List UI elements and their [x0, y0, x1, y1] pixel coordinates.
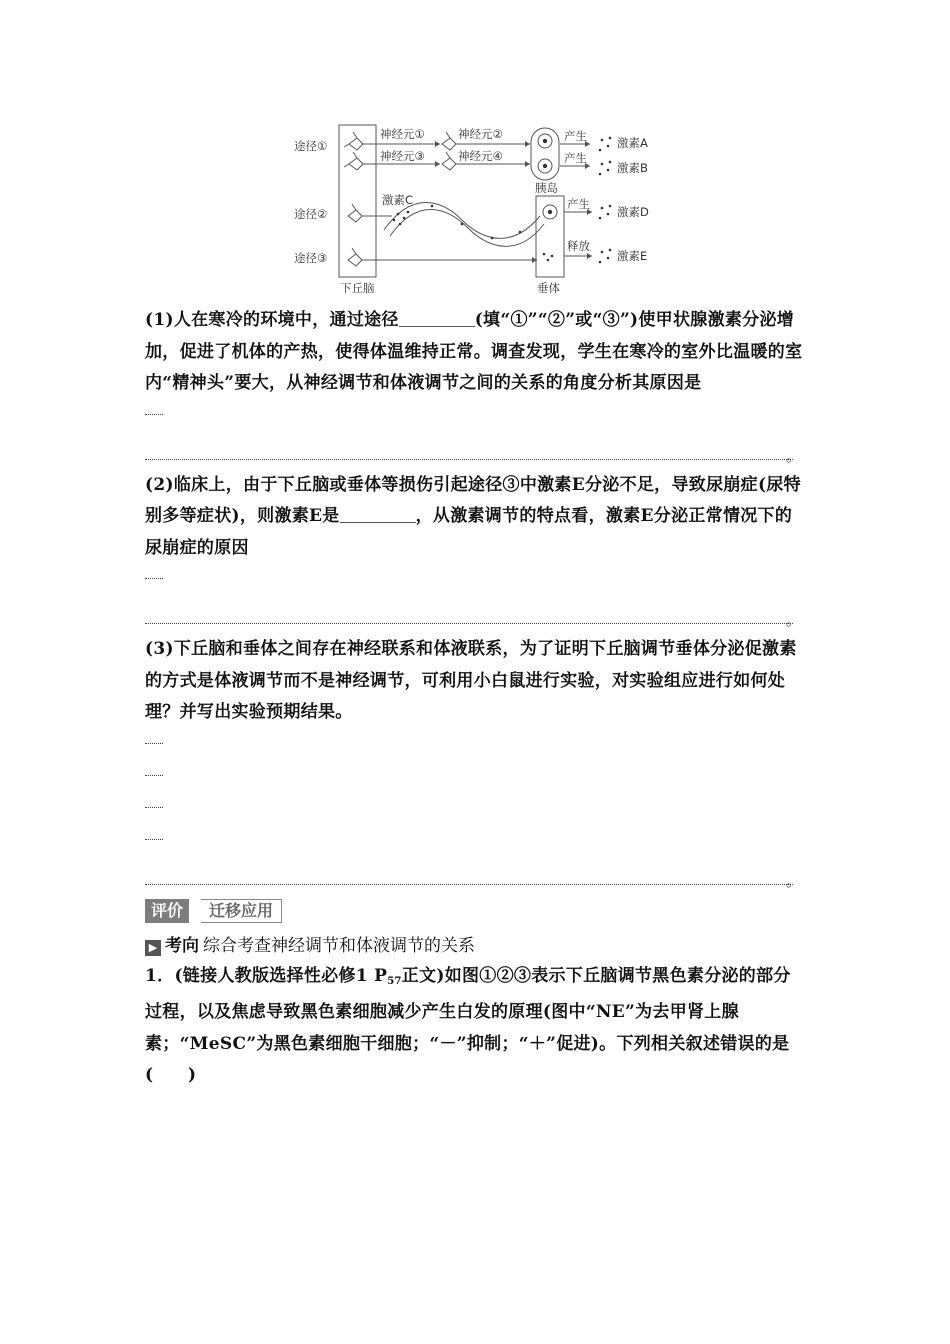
produce-label: 产生	[564, 151, 587, 165]
section-banner	[145, 899, 805, 925]
hypothalamus-box	[339, 125, 376, 277]
answer-blank[interactable]	[340, 505, 416, 523]
kaoxiang-line	[145, 931, 805, 961]
route3-label: 途径③	[294, 251, 328, 265]
answer-line-short[interactable]	[145, 400, 805, 432]
neuron1-label: 神经元①	[380, 127, 425, 141]
produce-label: 产生	[564, 129, 587, 143]
kaoxiang-label: 考向	[165, 935, 199, 956]
route1-label: 途径①	[294, 139, 328, 153]
kaoxiang-text: 综合考查神经调节和体液调节的关系	[203, 935, 475, 956]
answer-line-long[interactable]: 。	[145, 596, 805, 628]
answer-blank[interactable]	[399, 309, 475, 327]
banner-right: 迁移应用	[201, 899, 282, 923]
answer-line-short[interactable]	[145, 729, 805, 761]
produce-label: 产生	[567, 197, 590, 211]
pituitary-box	[536, 196, 564, 277]
answer-line-short[interactable]	[145, 825, 805, 857]
hormone-e-label: 激素E	[617, 249, 648, 263]
gland-oval	[531, 128, 559, 180]
question-2: (2)临床上，由于下丘脑或垂体等损伤引起途径③中激素E分泌不足，导致尿崩症(尿特别多等症状)，则激素E是 ，从激素调节的特点看，激素E分泌正常情况下的尿崩症的原因	[145, 474, 801, 558]
banner-left: 评价	[145, 899, 189, 923]
release-label: 释放	[567, 239, 590, 253]
item-1: 1．(链接人教版选择性必修1 $P_{57}$正文)如图①②③表示下丘脑调节黑色素分泌的部分过程，以及焦虑导致黑色素细胞减少产生白发的原理(图中“NE”为去甲肾上腺素；“MeSC”为黑色素细胞干细胞；“－”抑制；“＋”促进)。下列相关叙述错误的是( )	[145, 965, 791, 1085]
question-content	[145, 305, 805, 1092]
answer-line-short[interactable]	[145, 564, 805, 596]
answer-line-long[interactable]: 。	[145, 857, 805, 889]
hormone-d-label: 激素D	[617, 205, 649, 219]
endocrine-pathway-diagram	[292, 120, 672, 298]
answer-line-long[interactable]: 。	[145, 432, 805, 464]
question-1: (1)人在寒冷的环境中，通过途径 (填“①”“②”或“③”)使甲状腺激素分泌增加，促进了机体的产热，使得体温维持正常。调查发现，学生在寒冷的室外比温暖的室内“精神头”要大，从神经调节和体液调节之间的关系的角度分析其原因是	[145, 310, 803, 393]
question-3: (3)下丘脑和垂体之间存在神经联系和体液联系，为了证明下丘脑调节垂体分泌促激素的方式是体液调节而不是神经调节，可利用小白鼠进行实验，对实验组应进行如何处理？并写出实验预期结果。	[145, 639, 797, 722]
hypothalamus-label: 下丘脑	[340, 281, 375, 295]
play-icon: ▶	[145, 940, 161, 956]
neuron2-label: 神经元②	[458, 127, 503, 141]
answer-line-short[interactable]	[145, 793, 805, 825]
answer-line-short[interactable]	[145, 761, 805, 793]
hormone-c-label: 激素C	[382, 193, 414, 207]
hormone-a-label: 激素A	[617, 136, 648, 150]
pituitary-label: 垂体	[537, 281, 560, 295]
neuron4-label: 神经元④	[458, 149, 503, 163]
neuron3-label: 神经元③	[380, 149, 425, 163]
islet-label: 胰岛	[535, 181, 558, 195]
route2-label: 途径②	[294, 207, 328, 221]
hormone-b-label: 激素B	[617, 161, 648, 175]
